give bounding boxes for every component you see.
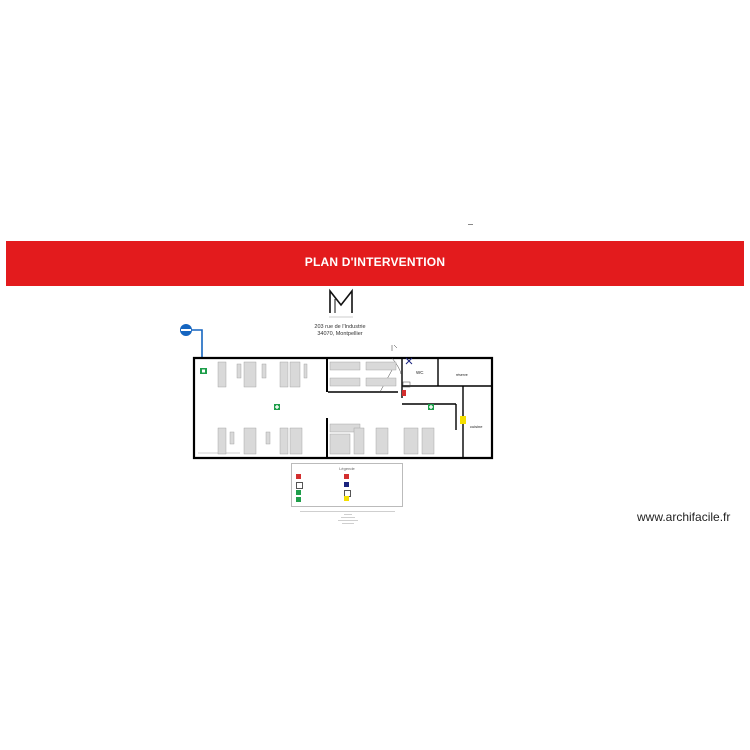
legend-item xyxy=(296,474,303,479)
page-title: PLAN D'INTERVENTION xyxy=(304,255,446,269)
fine-print xyxy=(300,509,395,527)
watermark[interactable]: www.archifacile.fr xyxy=(637,510,731,524)
fire-extinguisher-icon xyxy=(402,390,406,396)
emergency-exit-icon xyxy=(200,368,207,374)
legend-item xyxy=(296,497,303,502)
alarm-icon xyxy=(460,416,466,424)
water-supply-icon xyxy=(180,324,202,357)
legend-title: Légende xyxy=(339,466,355,471)
header-banner xyxy=(6,241,744,286)
legend-item xyxy=(296,490,303,495)
address-line2: 34070, Montpellier xyxy=(317,331,363,337)
room-label-cuisine: cuisine xyxy=(470,424,483,429)
company-logo xyxy=(326,287,356,321)
small-mark xyxy=(468,224,473,225)
first-aid-icon xyxy=(274,404,280,410)
legend-item xyxy=(296,482,305,489)
legend xyxy=(291,463,403,507)
legend-item xyxy=(344,496,351,501)
legend-item xyxy=(344,474,351,479)
first-aid-icon xyxy=(428,404,434,410)
floor-plan xyxy=(180,320,500,465)
room-label-wc: WC xyxy=(416,370,424,375)
room-label-reserve: réserve xyxy=(456,373,468,377)
address-line1: 203 rue de l'Industrie xyxy=(314,324,366,330)
top-marker-icon xyxy=(392,345,397,351)
legend-item xyxy=(344,482,351,487)
